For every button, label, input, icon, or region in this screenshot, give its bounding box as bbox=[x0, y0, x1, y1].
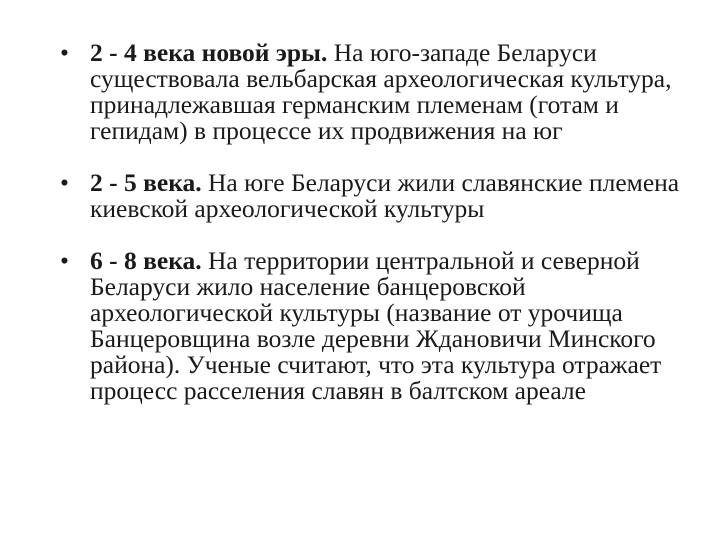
bullet-text: На территории центральной и северной Беларуси жило население банцеровской археологической культуры (название от урочища Банцеровщина возле деревни Ждановичи Минского района). Ученые считают, что эта культура отражает процесс расселения славян в балтском ареале bbox=[90, 246, 662, 405]
bullet-text: На юге Беларуси жили славянские племена киевской археологической культуры bbox=[90, 168, 680, 223]
bullet-item bbox=[60, 248, 680, 404]
bullet-marker: • bbox=[60, 38, 69, 67]
bullet-list bbox=[60, 40, 680, 404]
bullet-marker: • bbox=[60, 246, 69, 275]
bullet-item bbox=[60, 170, 680, 222]
bullet-lead: 2 - 5 века. bbox=[90, 168, 202, 197]
bullet-text: На юго-западе Беларуси существовала вельбарская археологическая культура, принадлежавшая германским племенам (готам и гепидам) в процессе их продвижения на юг bbox=[90, 38, 672, 145]
bullet-lead: 6 - 8 века. bbox=[90, 246, 202, 275]
bullet-lead: 2 - 4 века новой эры. bbox=[90, 38, 328, 67]
bullet-item bbox=[60, 40, 680, 144]
bullet-marker: • bbox=[60, 168, 69, 197]
